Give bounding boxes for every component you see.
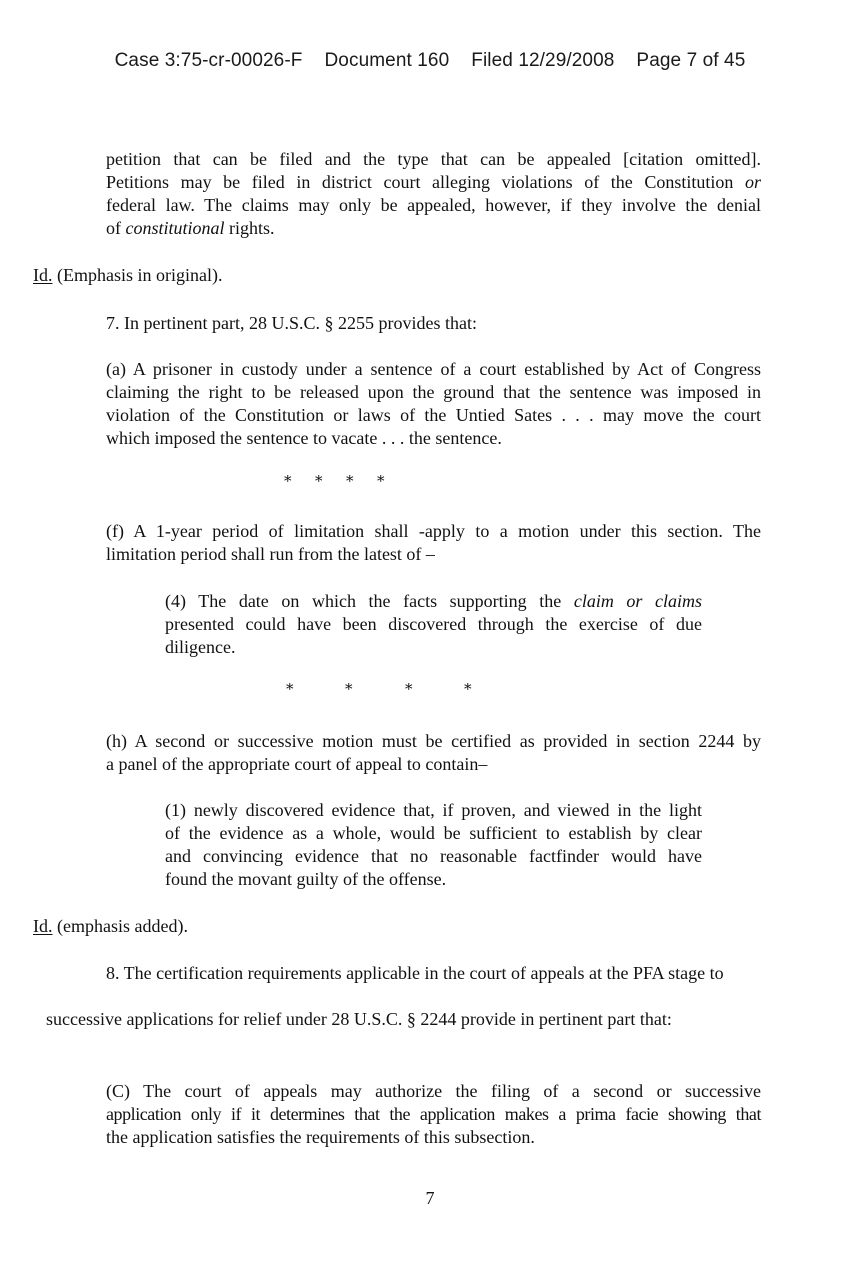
quote-2255-h <box>106 730 761 776</box>
quote-line: Petitions may be filed in district court alleging violations of the Constitution or <box>106 172 761 192</box>
page-indicator: Page 7 of 45 <box>636 50 746 71</box>
quote-line: diligence. <box>165 637 236 657</box>
page-number: 7 <box>425 1188 435 1208</box>
quote-line: limitation period shall run from the latest of – <box>106 544 435 564</box>
paragraph-8-line-1: 8. The certification requirements applicable in the court of appeals at the PFA stage to <box>106 963 724 983</box>
document-header <box>0 50 860 72</box>
quote-line: of constitutional rights. <box>106 218 275 238</box>
quote-line: violation of the Constitution or laws of the Untied Sates . . . may move the court <box>106 405 761 425</box>
filed-date: Filed 12/29/2008 <box>471 50 615 71</box>
quote-line: presented could have been discovered through the exercise of due <box>165 614 702 634</box>
paragraph-7: 7. In pertinent part, 28 U.S.C. § 2255 provides that: <box>106 313 477 333</box>
quote-line: federal law. The claims may only be appealed, however, if they involve the denial <box>106 195 761 215</box>
ellipsis-stars: * * * * <box>286 680 472 698</box>
quote-2255-f-4 <box>165 590 702 659</box>
ellipsis-stars: * * * * <box>284 472 385 490</box>
quote-2255-h-1 <box>165 799 702 891</box>
quote-line: found the movant guilty of the offense. <box>165 869 447 889</box>
quote-2244-c <box>106 1080 761 1149</box>
quote-line: (1) newly discovered evidence that, if proven, and viewed in the light <box>165 800 702 820</box>
quote-line: of the evidence as a whole, would be sufficient to establish by clear <box>165 823 702 843</box>
id-citation: Id. <box>33 916 53 936</box>
id-citation: Id. <box>33 265 53 285</box>
quote-line: petition that can be filed and the type that can be appealed [citation omitted]. <box>106 149 761 169</box>
document-number: Document 160 <box>324 50 450 71</box>
quote-line: claiming the right to be released upon the ground that the sentence was imposed in <box>106 382 761 402</box>
quote-line: (4) The date on which the facts supporting the claim or claims <box>165 591 703 611</box>
quote-line: (h) A second or successive motion must be certified as provided in section 2244 by <box>106 731 761 751</box>
quote-2255-a <box>106 358 761 450</box>
quote-petition <box>106 148 761 240</box>
quote-line: (f) A 1-year period of limitation shall -apply to a motion under this section. The <box>106 521 761 541</box>
quote-line: and convincing evidence that no reasonable factfinder would have <box>165 846 702 866</box>
quote-2255-f <box>106 520 761 566</box>
paragraph-8-line-2: successive applications for relief under 28 U.S.C. § 2244 provide in pertinent part that: <box>46 1009 672 1029</box>
quote-line: (a) A prisoner in custody under a sentence of a court established by Act of Congress <box>106 359 761 379</box>
quote-line: the application satisfies the requirements of this subsection. <box>106 1127 535 1147</box>
quote-line: which imposed the sentence to vacate . . . the sentence. <box>106 428 502 448</box>
citation-id-emphasis-added: Id. (emphasis added). <box>33 916 188 936</box>
case-number: Case 3:75-cr-00026-F <box>114 50 303 71</box>
citation-id-emphasis-original: Id. (Emphasis in original). <box>33 265 223 285</box>
quote-line: a panel of the appropriate court of appeal to contain– <box>106 754 488 774</box>
quote-line: (C) The court of appeals may authorize the filing of a second or successive <box>106 1081 761 1101</box>
quote-line: application only if it determines that the application makes a prima facie showing that <box>106 1104 761 1124</box>
